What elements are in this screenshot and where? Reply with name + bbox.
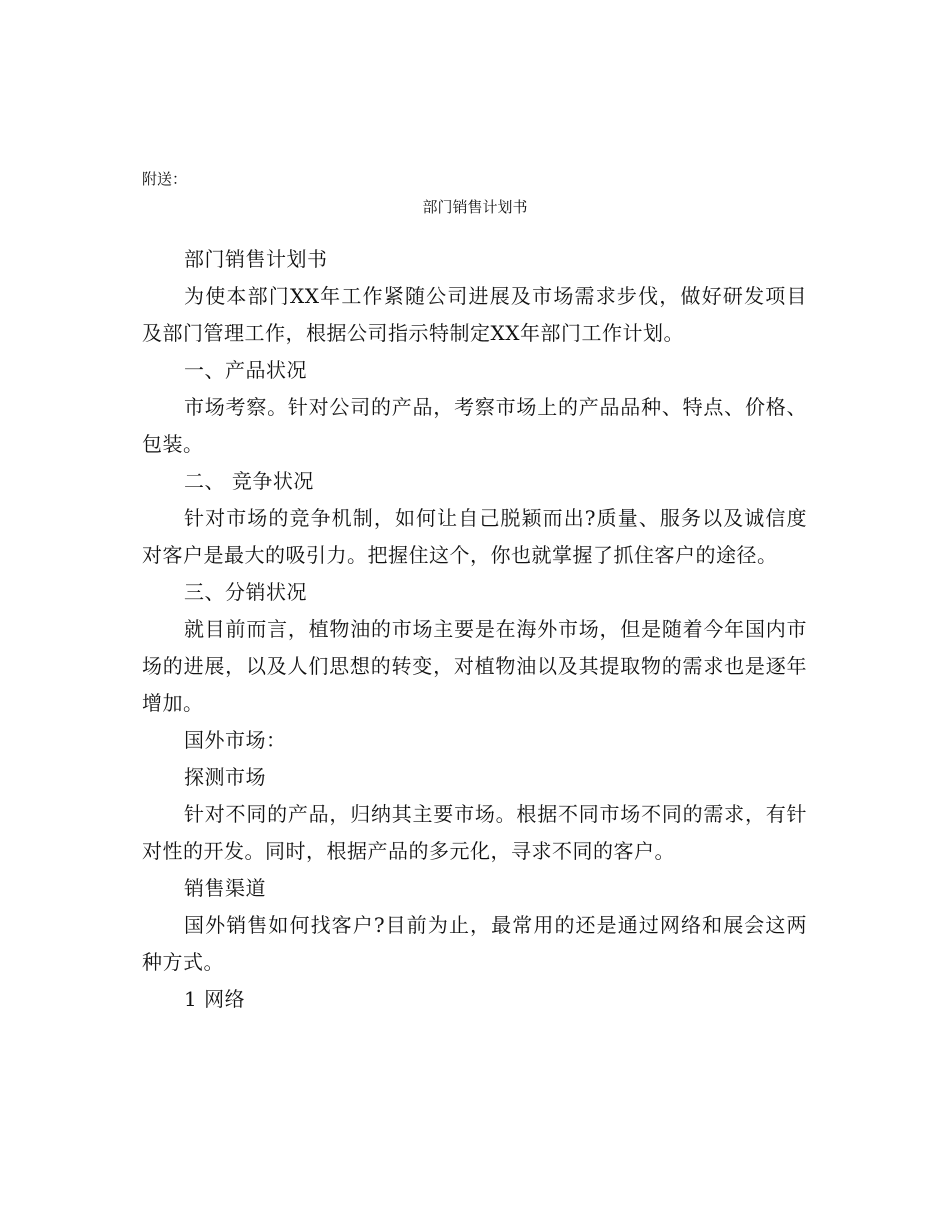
section-heading: 1 网络 [184,987,246,1011]
section-heading: 三、分销状况 [184,580,307,604]
body-paragraph: 就目前而言，植物油的市场主要是在海外市场，但是随着今年国内市场的进展，以及人们思想的转变，对植物油以及其提取物的需求也是逐年增加。 [142,617,807,715]
section-heading: 部门销售计划书 [184,247,328,271]
section-heading: 一、产品状况 [184,358,307,382]
document-title: 部门销售计划书 [422,198,528,216]
body-paragraph: 市场考察。针对公司的产品，考察市场上的产品品种、特点、价格、包装。 [142,395,807,456]
body-paragraph: 针对市场的竞争机制，如何让自己脱颖而出?质量、服务以及诚信度对客户是最大的吸引力。把握住这个，你也就掌握了抓住客户的途径。 [142,506,807,567]
section-heading: 销售渠道 [184,876,266,900]
section-heading: 国外市场： [184,728,287,752]
document-body [142,241,807,1018]
body-paragraph: 针对不同的产品，归纳其主要市场。根据不同市场不同的需求，有针对性的开发。同时，根据产品的多元化，寻求不同的客户。 [142,802,807,863]
attachment-label: 附送： [142,170,188,188]
section-heading: 探测市场 [184,765,266,789]
body-paragraph: 国外销售如何找客户?目前为止，最常用的还是通过网络和展会这两种方式。 [142,913,807,974]
section-heading: 二、 竞争状况 [184,469,314,493]
body-paragraph: 为使本部门XX年工作紧随公司进展及市场需求步伐，做好研发项目及部门管理工作，根据公司指示特制定XX年部门工作计划。 [142,284,807,345]
